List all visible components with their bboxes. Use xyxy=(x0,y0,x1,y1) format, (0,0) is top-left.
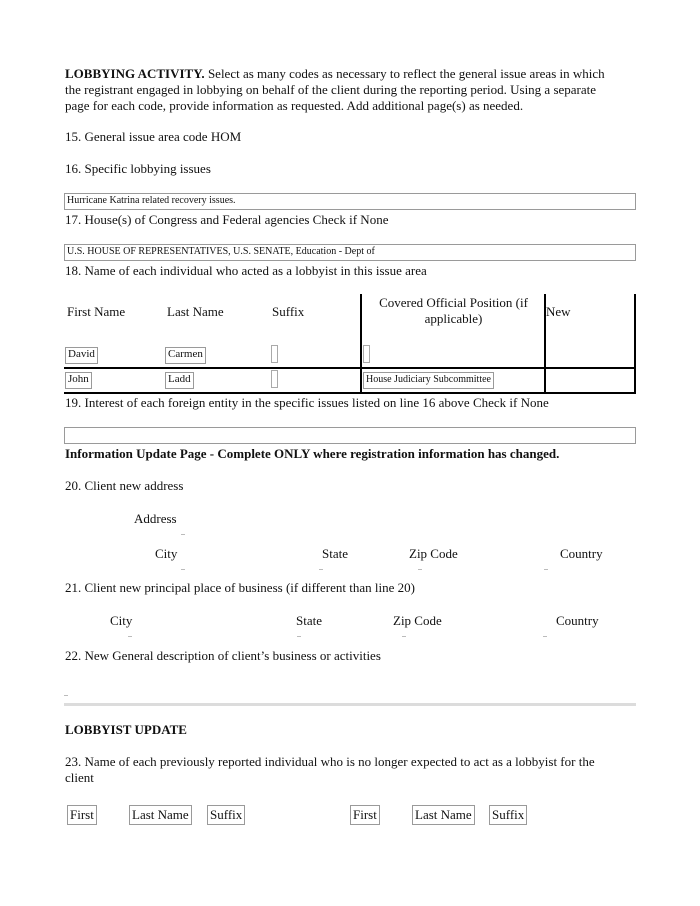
table-row-divider xyxy=(64,367,636,369)
col-covered-position: Covered Official Position (if applicable) xyxy=(379,295,528,326)
lobbyist-update-heading: LOBBYIST UPDATE xyxy=(65,722,187,737)
business-state-field[interactable] xyxy=(297,636,301,637)
business-city-field[interactable] xyxy=(128,636,132,637)
country-field[interactable] xyxy=(544,569,548,570)
address-field[interactable] xyxy=(181,534,185,535)
instructions-line-1: Select as many codes as necessary to reflect the general issue areas in which xyxy=(207,66,605,81)
line15-label: 15. General issue area code HOM xyxy=(65,129,242,144)
business-country-label: Country xyxy=(556,613,599,628)
country-label: Country xyxy=(560,546,603,561)
line16-label: 16. Specific lobbying issues xyxy=(65,161,211,176)
table-row-divider xyxy=(64,392,636,394)
zip-field[interactable] xyxy=(418,569,422,570)
business-description-field[interactable] xyxy=(64,695,68,696)
instructions-line-3: page for each code, provide information as requested. Add additional page(s) as needed. xyxy=(65,98,524,113)
suffix-field[interactable]: Suffix xyxy=(207,805,245,825)
covered-position-field[interactable]: House Judiciary Subcommittee xyxy=(363,372,494,389)
line21-label: 21. Client new principal place of business (if different than line 20) xyxy=(65,580,415,595)
address-label: Address xyxy=(134,511,177,526)
first-name-field[interactable]: First xyxy=(350,805,380,825)
col-suffix: Suffix xyxy=(272,304,305,319)
suffix-field[interactable] xyxy=(271,370,278,388)
last-name-field[interactable]: Ladd xyxy=(165,372,194,389)
first-name-field[interactable]: First xyxy=(67,805,97,825)
info-update-heading: Information Update Page - Complete ONLY where registration information has changed. xyxy=(65,446,560,461)
city-label: City xyxy=(155,546,178,561)
last-name-field[interactable]: Last Name xyxy=(129,805,192,825)
lobbying-activity-instructions xyxy=(65,66,640,114)
table-divider xyxy=(360,294,362,394)
city-field[interactable] xyxy=(181,569,185,570)
line17-label: 17. House(s) of Congress and Federal agencies Check if None xyxy=(65,212,389,227)
last-name-field[interactable]: Last Name xyxy=(412,805,475,825)
business-country-field[interactable] xyxy=(543,636,547,637)
instructions-line-2: the registrant engaged in lobbying on behalf of the client during the reporting period. Using a separate xyxy=(65,82,597,97)
foreign-entity-interest-field[interactable] xyxy=(64,427,636,444)
section-divider xyxy=(64,703,636,706)
col-first-name: First Name xyxy=(67,304,126,319)
covered-position-field[interactable] xyxy=(363,345,370,363)
suffix-field[interactable] xyxy=(271,345,278,363)
houses-agencies-field[interactable]: U.S. HOUSE OF REPRESENTATIVES, U.S. SENATE, Education - Dept of xyxy=(64,244,636,261)
specific-issues-field[interactable]: Hurricane Katrina related recovery issues. xyxy=(64,193,636,210)
first-name-field[interactable]: David xyxy=(65,347,98,364)
zip-label: Zip Code xyxy=(409,546,458,561)
table-divider xyxy=(544,294,546,394)
lobbying-activity-heading: LOBBYING ACTIVITY. xyxy=(65,66,205,81)
business-city-label: City xyxy=(110,613,133,628)
col-last-name: Last Name xyxy=(167,304,224,319)
state-field[interactable] xyxy=(319,569,323,570)
suffix-field[interactable]: Suffix xyxy=(489,805,527,825)
business-zip-label: Zip Code xyxy=(393,613,442,628)
state-label: State xyxy=(322,546,348,561)
line23-label: 23. Name of each previously reported individual who is no longer expected to act as a lobbyist for the client xyxy=(65,754,595,785)
line20-label: 20. Client new address xyxy=(65,478,184,493)
first-name-field[interactable]: John xyxy=(65,372,92,389)
last-name-field[interactable]: Carmen xyxy=(165,347,206,364)
line18-label: 18. Name of each individual who acted as a lobbyist in this issue area xyxy=(65,263,427,278)
line22-label: 22. New General description of client’s business or activities xyxy=(65,648,381,663)
business-state-label: State xyxy=(296,613,322,628)
col-new: New xyxy=(546,304,571,319)
business-zip-field[interactable] xyxy=(402,636,406,637)
table-divider xyxy=(634,294,636,394)
line19-label: 19. Interest of each foreign entity in the specific issues listed on line 16 above Check if None xyxy=(65,395,549,410)
